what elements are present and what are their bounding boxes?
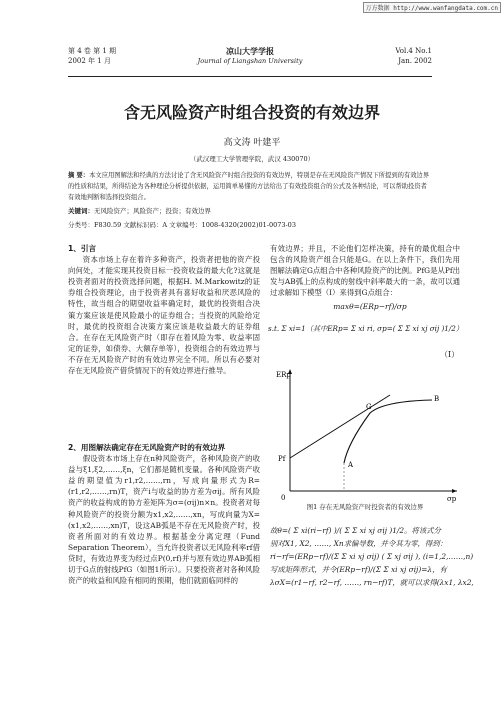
equation-number: （Ⅰ） bbox=[440, 350, 460, 359]
right-column-text bbox=[270, 243, 460, 298]
y-axis-label: ERp bbox=[276, 371, 291, 379]
point-a-label: A bbox=[348, 461, 354, 469]
section-1-text: 资本市场上存在着许多种资产，投资者把他的资产投向何处，才能实现其投资目标一投资收益的最大化?这就是投资者面对的投资选择问题，根据H. M.Markowitz的证券组合投资理论，由于投资者具有喜好收益和厌恶风险的特性，故当组合的期望收益率确定时，最优的投资组合决策方案应该是使风险最小的证券组合；当投资的风险给定时，最优的投资组合决策方案应该是收益最大的证券组合。在存在无风险资产时（即存在着风险为零、收益率固定的证券，如债券、大额存单等），投资组合的有效边界与不存在无风险资产时的有效边界完全不同。所以有必要对存在无风险资产借贷情况下的有效边界进行推导。 bbox=[68, 255, 260, 376]
derivation-line: 故θ=( Σ xi(ri−rf) )/( Σ Σ xi xj σij )1/2。将该式分 bbox=[270, 526, 442, 535]
header-right bbox=[395, 46, 432, 66]
keywords bbox=[68, 206, 432, 215]
authors: 高文涛 叶建平 bbox=[223, 138, 281, 148]
right-paragraph: 有效边界；并且，不论他们怎样决策，持有的最优组合中包含的风险资产组合只能是G。在以上条件下，我们先用图解法确定G点组合中各种风险资产的比例。PfG是从Pf出发与AB弧上的点构成的射线中斜率最大的一条，故可以通过求解如下模型（Ⅰ）来得到G点组合： bbox=[270, 244, 460, 298]
equation-constraint: s.t. Σ xi=1（其中ERp= Σ xi ri, σp=( Σ Σ xi xj σij )1/2） bbox=[268, 324, 464, 333]
issue-date: 2002 年 1 月 bbox=[68, 57, 111, 65]
equation-objective: maxθ=(ERp−rf)/σp bbox=[333, 302, 407, 311]
figure-caption: 图1 存在无风险资产时投资者的有效边界 bbox=[306, 503, 424, 511]
classification: 分类号：F830.59 文献标识码：A 文章编号：1008-4320(2002)01-0073-03 bbox=[68, 221, 296, 229]
section-graphic bbox=[68, 442, 260, 586]
date-en: Jan. 2002 bbox=[398, 57, 432, 65]
derivation-line: λσX=(r1−rf, r2−rf, ……, rn−rf)T，就可以求得(λx1, λx2, bbox=[270, 578, 474, 587]
x-axis-arrow bbox=[452, 489, 457, 493]
volume-en: Vol.4 No.1 bbox=[395, 47, 432, 55]
derivation-block bbox=[270, 524, 474, 589]
point-g-label: G bbox=[366, 403, 372, 411]
abstract bbox=[68, 170, 432, 203]
keywords-text: 无风险资产；风险资产；投资；有效边界 bbox=[94, 207, 211, 215]
point-b-label: B bbox=[434, 395, 440, 403]
abstract-label: 摘 要： bbox=[68, 172, 90, 179]
frontier-arc bbox=[344, 400, 432, 463]
x-axis-label: σp bbox=[447, 495, 457, 503]
volume-issue: 第 4 卷 第 1 期 bbox=[68, 47, 117, 55]
derivation-line: 写成矩阵形式，并令(ERp−rf)/(Σ Σ xi xj σij)=λ，有 bbox=[270, 565, 447, 574]
section-1-title: 1、引言 bbox=[68, 244, 97, 253]
origin-label: 0 bbox=[281, 494, 286, 502]
section-2-text: 假设资本市场上存在n种风险资产，各种风险资产的收益与ξ1,ξ2,……,ξn，它们都是随机变量。各种风险资产收益的期望值为r1,r2,……,rn，写成向量形式为R=(r1,r2,……,rn)T，资产i与收益的协方差为σij。所有风险资产的收益构成的协方差矩阵为σ=(σij)n×n。投资者对每种风险资产的投资分额为x1,x2,……,xn，写成向量为X=(x1,x2,……,xn)T，设这AB弧是不存在无风险资产时，投资者所面对的有效边界。根据基金分离定理（Fund Separation Theorem），当允许投资者以无风险利率rf借贷时，有效边界变为经过点P(0,rf)并与原有效边界AB弧相切于G点的射线PfG（如图1所示）。只要投资者对各种风险资产的收益和风险有相同的预期，他们就面临同样的 bbox=[68, 454, 260, 586]
journal-name-cn: 凉山大学学报 bbox=[226, 46, 274, 56]
journal-header bbox=[68, 46, 432, 77]
efficient-frontier-figure bbox=[272, 363, 462, 503]
capital-market-line bbox=[290, 395, 390, 458]
abstract-text: 本文应用图解法和经典的方法讨论了含无风险资产时组合投资的有效边界，特别是存在无风险资产情况下所提到的有效边界的性质和结果，所得结论为各种理论分析提供依据，运用简单易懂的方法给出了有效投资组合的公式及各种结论，可以帮助投资者有效地判断和选择投资组合。 bbox=[68, 172, 430, 201]
watermark-stamp: 万方数据 http://www.wanfangdata.com.cn bbox=[363, 2, 501, 13]
point-pf-label: Pf bbox=[278, 455, 286, 463]
affiliation: （武汉理工大学管理学院，武汉 430070） bbox=[189, 155, 315, 163]
journal-name-en: Journal of Liangshan University bbox=[197, 57, 303, 65]
derivation-line: ri−rf=(ERp−rf)/(Σ Σ xi xj σij) ( Σ xj σij ), (i=1,2,……,n) bbox=[270, 552, 474, 561]
keywords-label: 关键词： bbox=[68, 207, 94, 215]
section-intro bbox=[68, 243, 260, 376]
paper-title: 含无风险资产时组合投资的有效边界 bbox=[123, 103, 380, 122]
section-2-title: 2、用图解法确定存在无风险资产时的有效边界 bbox=[68, 443, 226, 452]
derivation-line: 别对X1, X2, ……, Xn求偏导数，并令其为零，得到： bbox=[270, 539, 448, 548]
